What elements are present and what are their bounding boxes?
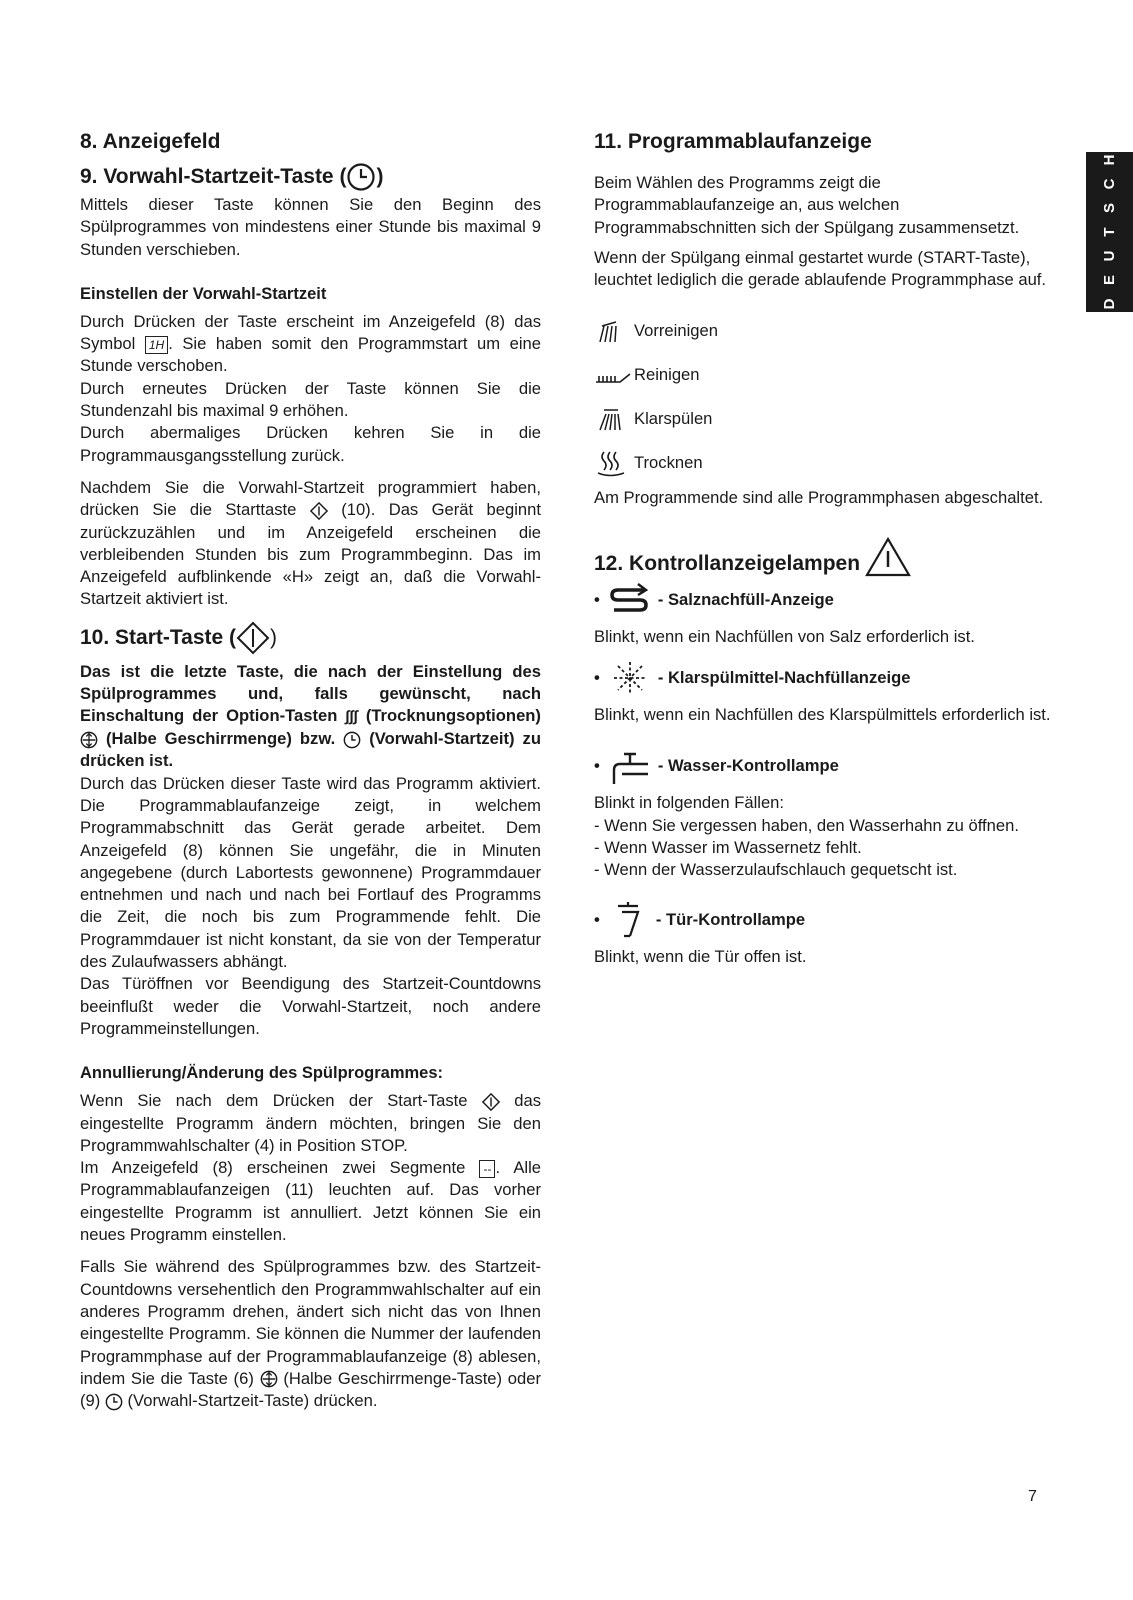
tab-letter: C: [1100, 178, 1118, 190]
heading-kontrollanzeigelampen: 12. Kontrollanzeigelampen: [594, 536, 1054, 578]
clock-icon: [346, 162, 376, 192]
programmende-paragraph: Am Programmende sind alle Programmphasen abgeschaltet.: [594, 488, 1044, 508]
language-tab: [1086, 152, 1133, 312]
tueroeffnen-paragraph: Das Türöffnen vor Beendigung des Startzeit-Countdowns beeinflußt weder die Vorwahl-Startzeit, noch andere Programmeinstellungen.: [80, 974, 541, 1038]
lamp-wasser: • - Wasser-Kontrollampe: [594, 746, 1054, 786]
half-load-icon: [80, 731, 98, 749]
lamp-salz: • - Salznachfüll-Anzeige: [594, 582, 1054, 618]
phase-vorreinigen: Vorreinigen: [594, 309, 1054, 353]
start-icon: [482, 1093, 500, 1111]
versehentlich-paragraph: Falls Sie während des Spülprogrammes bzw. des Startzeit-Countdowns versehentlich den Programmwahlschalter auf ein anderes Programm drehen, ändert sich nicht das von Ihnen eingestellte Programm. Sie können die Nummer der laufenden Programmphase auf der Programmablaufanzeige (8) ablesen, indem Sie die Taste (6) (Halbe Geschirrmenge-Taste) oder (9) (Vorwahl-Startzeit-Taste) drücken.: [80, 1257, 541, 1411]
list-item: - Wenn der Wasserzulaufschlauch gequetscht ist.: [594, 860, 958, 880]
tab-letter: D: [1100, 298, 1118, 310]
page-number: 7: [1028, 1488, 1037, 1505]
list-item: - Wenn Wasser im Wassernetz fehlt.: [594, 837, 862, 857]
start-after-vorwahl-paragraph: Nachdem Sie die Vorwahl-Startzeit programmiert haben, drücken Sie die Starttaste (10). Das Gerät beginnt zurückzuzählen und im Anzeigefeld erscheinen die verbleibenden Stunden bis zum Programmbeginn. Das im Anzeigefeld aufblinkende «H» zeigt an, daß die Vorwahl-Startzeit aktiviert ist.: [80, 477, 541, 609]
tab-letter: U: [1100, 250, 1118, 262]
door-icon: [608, 900, 652, 940]
list-item: - Wenn Sie vergessen haben, den Wasserhahn zu öffnen.: [594, 815, 1019, 835]
rinse-aid-icon: [608, 658, 652, 698]
half-load-icon: [260, 1370, 278, 1388]
start-taste-paragraph: Durch das Drücken dieser Taste wird das Programm aktiviert. Die Programmablaufanzeige zeigt, in welchem Programmabschnitt das Gerät gerade arbeitet. Dem Anzeigefeld (8) können Sie ungefähr, die in Minuten angegebene (durch Labortests gewonnene) Programmdauer entnehmen und nach und nach bei Fortlauf des Programms die Zeit, die noch bis zum Programmende fehlt. Die Programmdauer ist nicht konstant, da sie von der Temperatur des Zulaufwassers abhängt.: [80, 773, 541, 972]
tab-letter: S: [1100, 203, 1118, 214]
heading-vorwahl-startzeit: 9. Vorwahl-Startzeit-Taste ( ): [80, 162, 541, 192]
start-taste-bold-paragraph: Das ist die letzte Taste, die nach der Einstellung des Spülprogrammes und, falls gewünscht, nach Einschaltung der Option-Tasten ∫∫∫ (Trocknungsoptionen) (Halbe Geschirrmenge) bzw. (Vorwahl-Startzeit) zu drücken ist.: [80, 661, 541, 771]
heading-programmablaufanzeige: 11. Programmablaufanzeige: [594, 130, 872, 153]
water-tap-icon: [608, 746, 652, 786]
drying-icon: ∫∫∫: [345, 707, 358, 725]
tab-letter: E: [1100, 275, 1118, 286]
start-icon: [236, 621, 270, 655]
lamp-wasser-desc: Blinkt in folgenden Fällen:: [594, 793, 785, 813]
lamp-tuer-desc: Blinkt, wenn die Tür offen ist.: [594, 946, 807, 966]
phase-klarspuelen: Klarspülen: [594, 397, 1054, 441]
einstellen-paragraph: Durch Drücken der Taste erscheint im Anzeigefeld (8) das Symbol 1H . Sie haben somit den Programmstart um eine Stunde verschoben. Durch erneutes Drücken der Taste können Sie die Stundenzahl bis maximal 9 erhöhen. Durch abermaliges Drücken kehren Sie in die Programmausgangsstellung zurück.: [80, 311, 541, 465]
phase-reinigen: Reinigen: [594, 353, 1054, 397]
wash-icon: [594, 360, 634, 390]
heading-anzeigefeld: 8. Anzeigefeld: [80, 130, 221, 153]
right-column: [594, 128, 1054, 968]
subheading-einstellen: Einstellen der Vorwahl-Startzeit: [80, 284, 327, 303]
programmablauf-paragraph-2: Wenn der Spülgang einmal gestartet wurde (START-Taste), leuchtet lediglich die gerade ablaufende Programmphase auf.: [594, 247, 1047, 290]
lamp-wasser-list: [594, 815, 1054, 882]
lamp-salz-desc: Blinkt, wenn ein Nachfüllen von Salz erforderlich ist.: [594, 626, 975, 646]
lamp-tuer: • - Tür-Kontrollampe: [594, 900, 1054, 940]
subheading-annullierung: Annullierung/Änderung des Spülprogrammes:: [80, 1064, 444, 1083]
start-icon: [310, 502, 328, 520]
tab-letter: T: [1100, 227, 1118, 237]
drying-icon: [594, 448, 634, 478]
one-hour-symbol: 1H: [145, 336, 168, 354]
left-column: [80, 128, 541, 1412]
programmablauf-paragraph-1: Beim Wählen des Programms zeigt die Programmablaufanzeige an, aus welchen Programmabschnitten sich der Spülgang zusammensetzt.: [594, 173, 1020, 237]
annullierung-paragraph: Wenn Sie nach dem Drücken der Start-Taste das eingestellte Programm ändern möchten, bringen Sie den Programmwahlschalter (4) in Position STOP. Im Anzeigefeld (8) erscheinen zwei Segmente -- . Alle Programmablaufanzeigen (11) leuchten auf. Das vorher eingestellte Programm ist annulliert. Jetzt können Sie ein neues Programm einstellen.: [80, 1091, 541, 1245]
warning-icon: [864, 536, 912, 578]
tab-letter: H: [1100, 154, 1118, 166]
prewash-icon: [594, 316, 634, 346]
vorwahl-description: Mittels dieser Taste können Sie den Beginn des Spülprogrammes von mindestens einer Stunde bis maximal 9 Stunden verschieben.: [80, 195, 541, 259]
clock-icon: [343, 731, 361, 749]
two-segments-symbol: --: [479, 1160, 495, 1178]
salt-icon: [608, 582, 652, 618]
clock-icon: [105, 1393, 123, 1411]
heading-start-taste: 10. Start-Taste ( ): [80, 621, 541, 655]
phase-list: [594, 309, 1054, 485]
phase-trocknen: Trocknen: [594, 441, 1054, 485]
rinse-icon: [594, 404, 634, 434]
lamp-klarspuelmittel-desc: Blinkt, wenn ein Nachfüllen des Klarspülmittels erforderlich ist.: [594, 705, 1051, 725]
lamp-klarspuelmittel: • - Klarspülmittel-Nachfüllanzeige: [594, 658, 1054, 698]
